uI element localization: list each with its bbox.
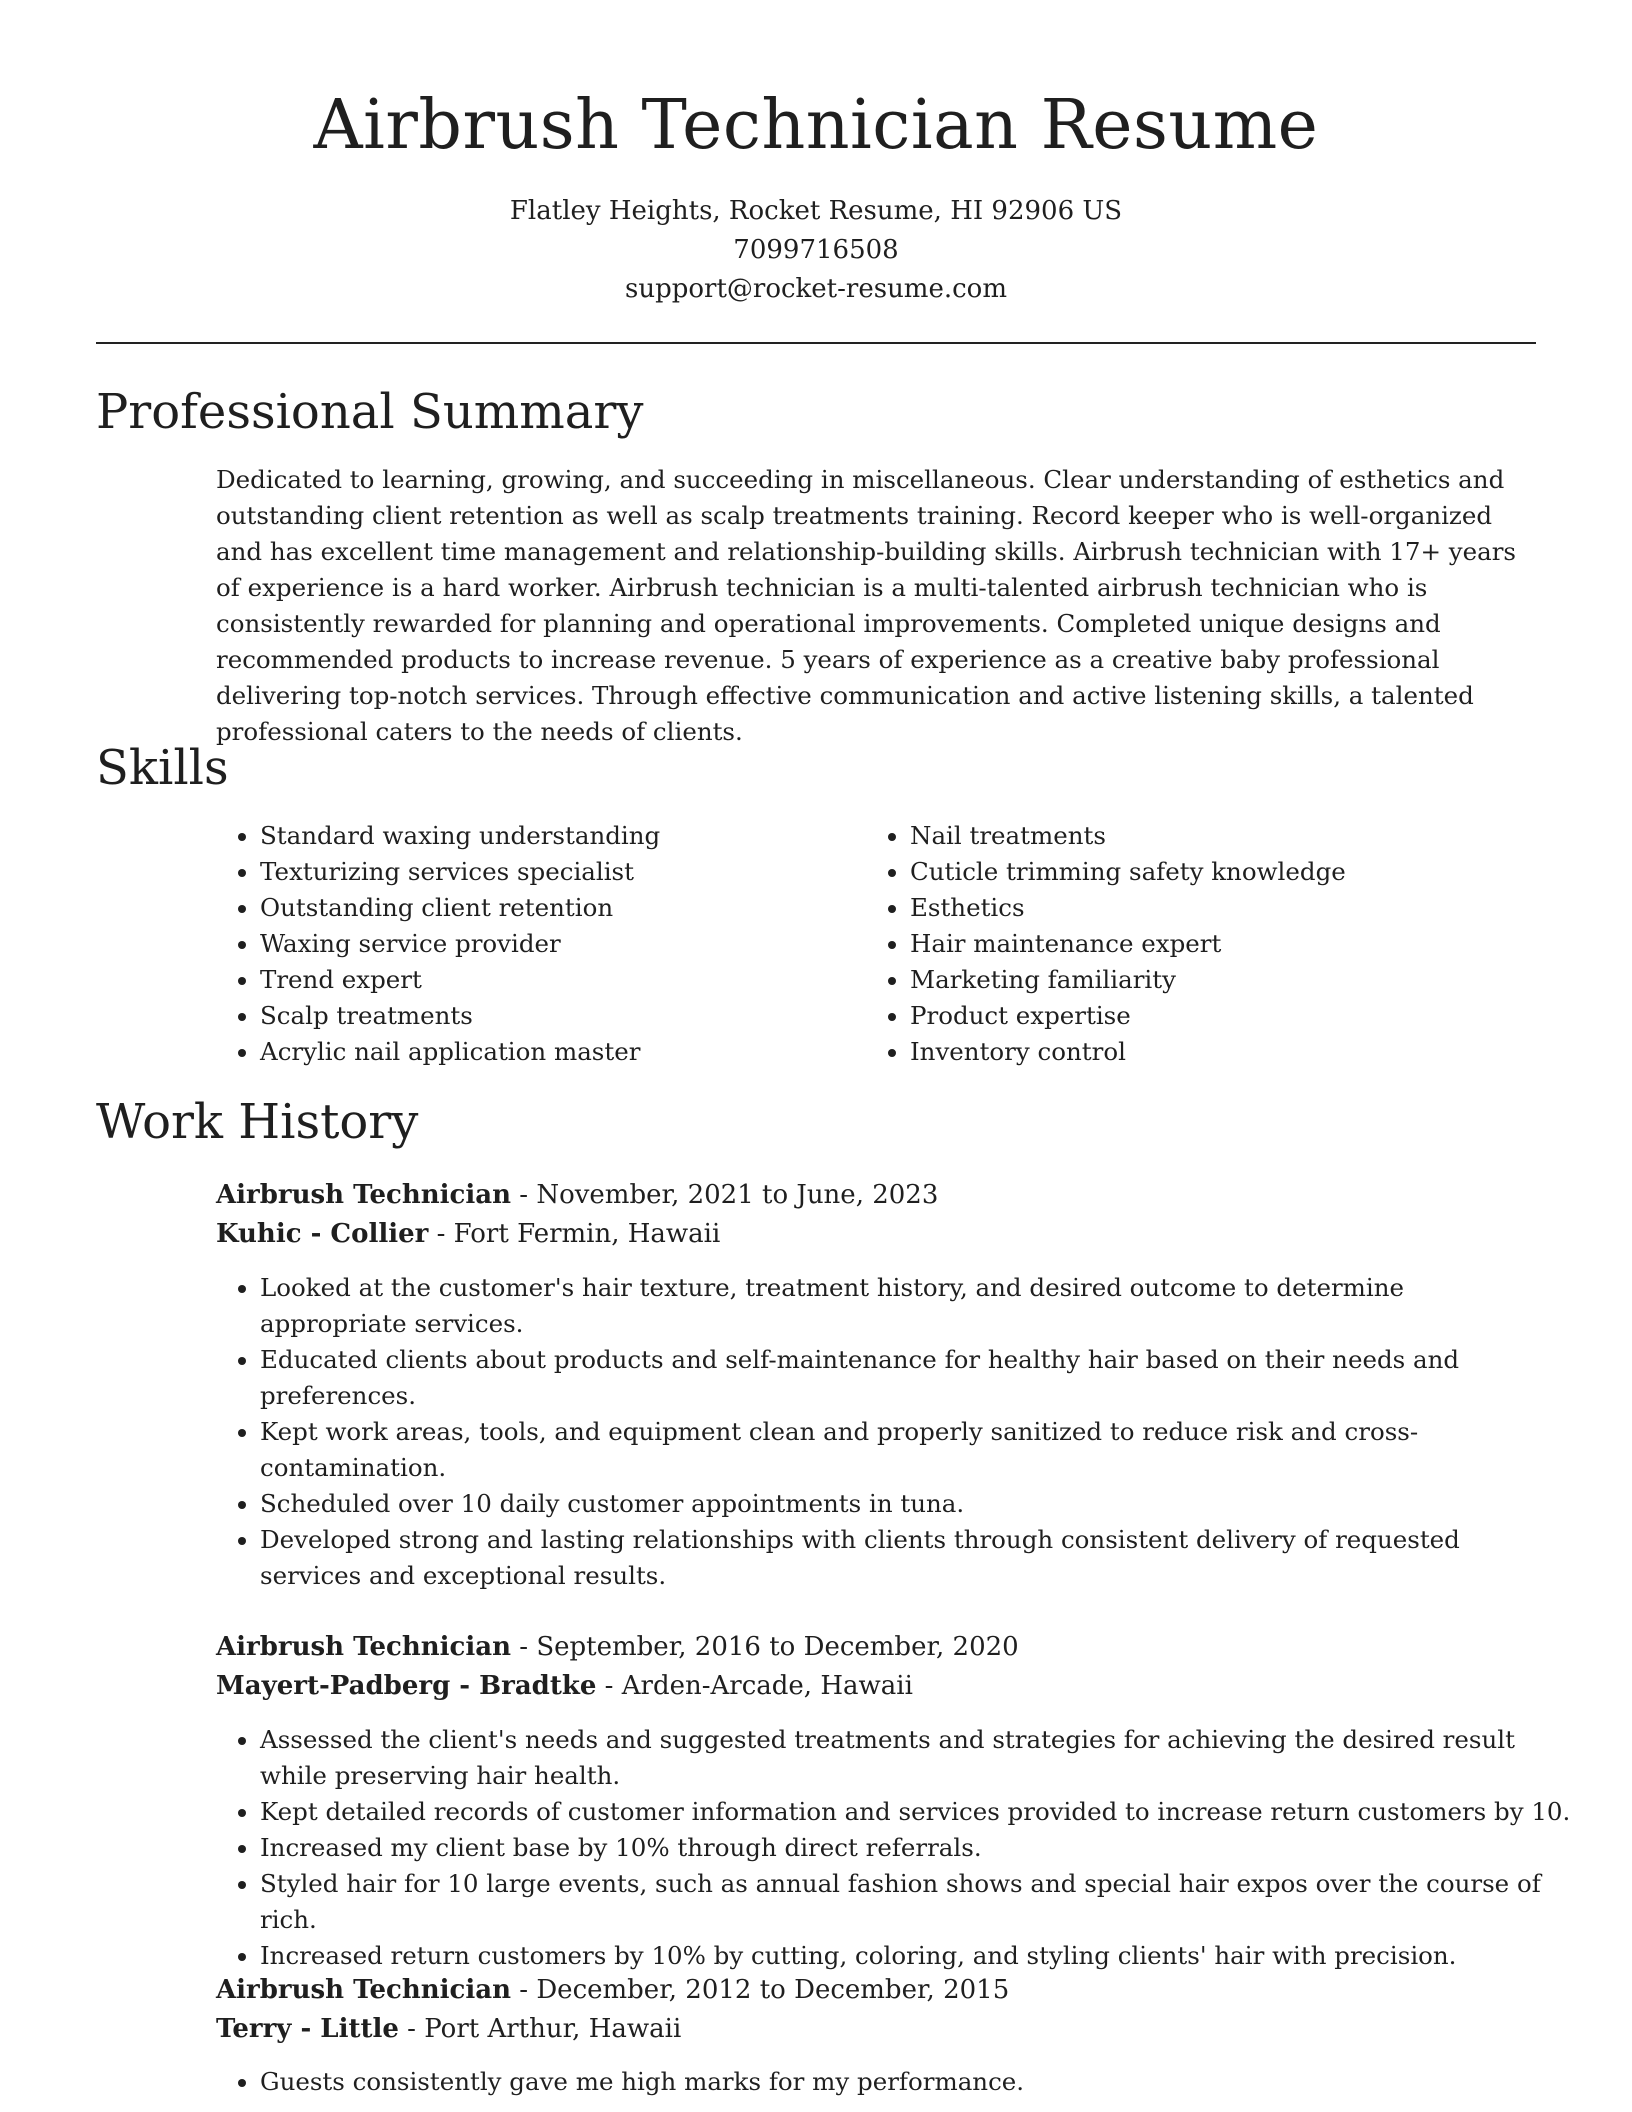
job-duty: • Developed strong and lasting relationships with clients through consistent delivery of requested services and exceptional results. bbox=[260, 1522, 1546, 1594]
skill-item: • Trend expert bbox=[260, 962, 860, 998]
skills-list-left bbox=[216, 818, 860, 1070]
skill-item: • Nail treatments bbox=[910, 818, 1550, 854]
skill-item: • Inventory control bbox=[910, 1034, 1550, 1070]
job-duty: • Increased return customers by 10% by cutting, coloring, and styling clients' hair with precision. bbox=[260, 1938, 1580, 1974]
skills-heading: Skills bbox=[96, 740, 229, 796]
summary-heading: Professional Summary bbox=[96, 384, 644, 440]
skill-item: • Texturizing services specialist bbox=[260, 854, 860, 890]
job-duty: • Increased my client base by 10% through direct referrals. bbox=[260, 1830, 1580, 1866]
job-title: Airbrush Technician bbox=[216, 1632, 512, 1662]
job-location: - Fort Fermin, Hawaii bbox=[428, 1219, 721, 1249]
skills-list-right bbox=[866, 818, 1550, 1070]
job-company: Mayert-Padberg - Bradtke bbox=[216, 1671, 597, 1701]
job-title-line bbox=[216, 1971, 1536, 2010]
job-dates: - November, 2021 to June, 2023 bbox=[511, 1180, 939, 1210]
job-duties-list bbox=[216, 2064, 1580, 2100]
job-company: Kuhic - Collier bbox=[216, 1219, 429, 1249]
contact-phone: 7099716508 bbox=[733, 235, 899, 265]
skill-item: • Cuticle trimming safety knowledge bbox=[910, 854, 1550, 890]
skill-item: • Waxing service provider bbox=[260, 926, 860, 962]
job-duty: • Educated clients about products and self-maintenance for healthy hair based on their needs and preferences. bbox=[260, 1342, 1546, 1414]
job-company-line bbox=[216, 1667, 1536, 1706]
work-heading: Work History bbox=[96, 1094, 419, 1150]
job-duty: • Kept detailed records of customer information and services provided to increase return customers by 10. bbox=[260, 1794, 1580, 1830]
resume-title: Airbrush Technician Resume bbox=[313, 86, 1319, 165]
skill-item: • Hair maintenance expert bbox=[910, 926, 1550, 962]
job-duties-list bbox=[216, 1722, 1580, 1974]
skill-item: • Standard waxing understanding bbox=[260, 818, 860, 854]
skill-item: • Marketing familiarity bbox=[910, 962, 1550, 998]
contact-block bbox=[0, 192, 1632, 309]
job-title: Airbrush Technician bbox=[216, 1180, 512, 1210]
job-location: - Port Arthur, Hawaii bbox=[398, 2014, 682, 2044]
job-company-line bbox=[216, 1215, 1536, 1254]
job-title-line bbox=[216, 1176, 1536, 1215]
header-divider bbox=[96, 342, 1536, 344]
job-title-line bbox=[216, 1628, 1536, 1667]
contact-address: Flatley Heights, Rocket Resume, HI 92906 US bbox=[509, 196, 1123, 226]
job-dates: - September, 2016 to December, 2020 bbox=[511, 1632, 1019, 1662]
job-duty: • Scheduled over 10 daily customer appointments in tuna. bbox=[260, 1486, 1546, 1522]
job-duty: • Kept work areas, tools, and equipment clean and properly sanitized to reduce risk and cross-contamination. bbox=[260, 1414, 1546, 1486]
job-duty: • Assessed the client's needs and suggested treatments and strategies for achieving the desired result while preserving hair health. bbox=[260, 1722, 1580, 1794]
job-dates: - December, 2012 to December, 2015 bbox=[511, 1975, 1010, 2005]
job-duties-list bbox=[216, 1270, 1546, 1594]
skill-item: • Scalp treatments bbox=[260, 998, 860, 1034]
contact-email: support@rocket-resume.com bbox=[624, 274, 1007, 304]
job-location: - Arden-Arcade, Hawaii bbox=[596, 1671, 913, 1701]
job-company: Terry - Little bbox=[216, 2014, 399, 2044]
job-duty: • Styled hair for 10 large events, such as annual fashion shows and special hair expos over the course of rich. bbox=[260, 1866, 1580, 1938]
job-duty: • Looked at the customer's hair texture, treatment history, and desired outcome to determine appropriate services. bbox=[260, 1270, 1546, 1342]
skill-item: • Outstanding client retention bbox=[260, 890, 860, 926]
job-duty: • Guests consistently gave me high marks for my performance. bbox=[260, 2064, 1580, 2100]
job-company-line bbox=[216, 2010, 1536, 2049]
job-title: Airbrush Technician bbox=[216, 1975, 512, 2005]
skill-item: • Acrylic nail application master bbox=[260, 1034, 860, 1070]
skill-item: • Esthetics bbox=[910, 890, 1550, 926]
skill-item: • Product expertise bbox=[910, 998, 1550, 1034]
summary-text: Dedicated to learning, growing, and succeeding in miscellaneous. Clear understanding of esthetics and outstanding client retention as well as scalp treatments training. Record keeper who is well-organized and has excellent time management and relationship-building skills. Airbrush technician with 17+ years of experience is a hard worker. Airbrush technician is a multi-talented airbrush technician who is consistently rewarded for planning and operational improvements. Completed unique designs and recommended products to increase revenue. 5 years of experience as a creative baby professional delivering top-notch services. Through effective communication and active listening skills, a talented professional caters to the needs of clients. bbox=[216, 465, 1517, 746]
